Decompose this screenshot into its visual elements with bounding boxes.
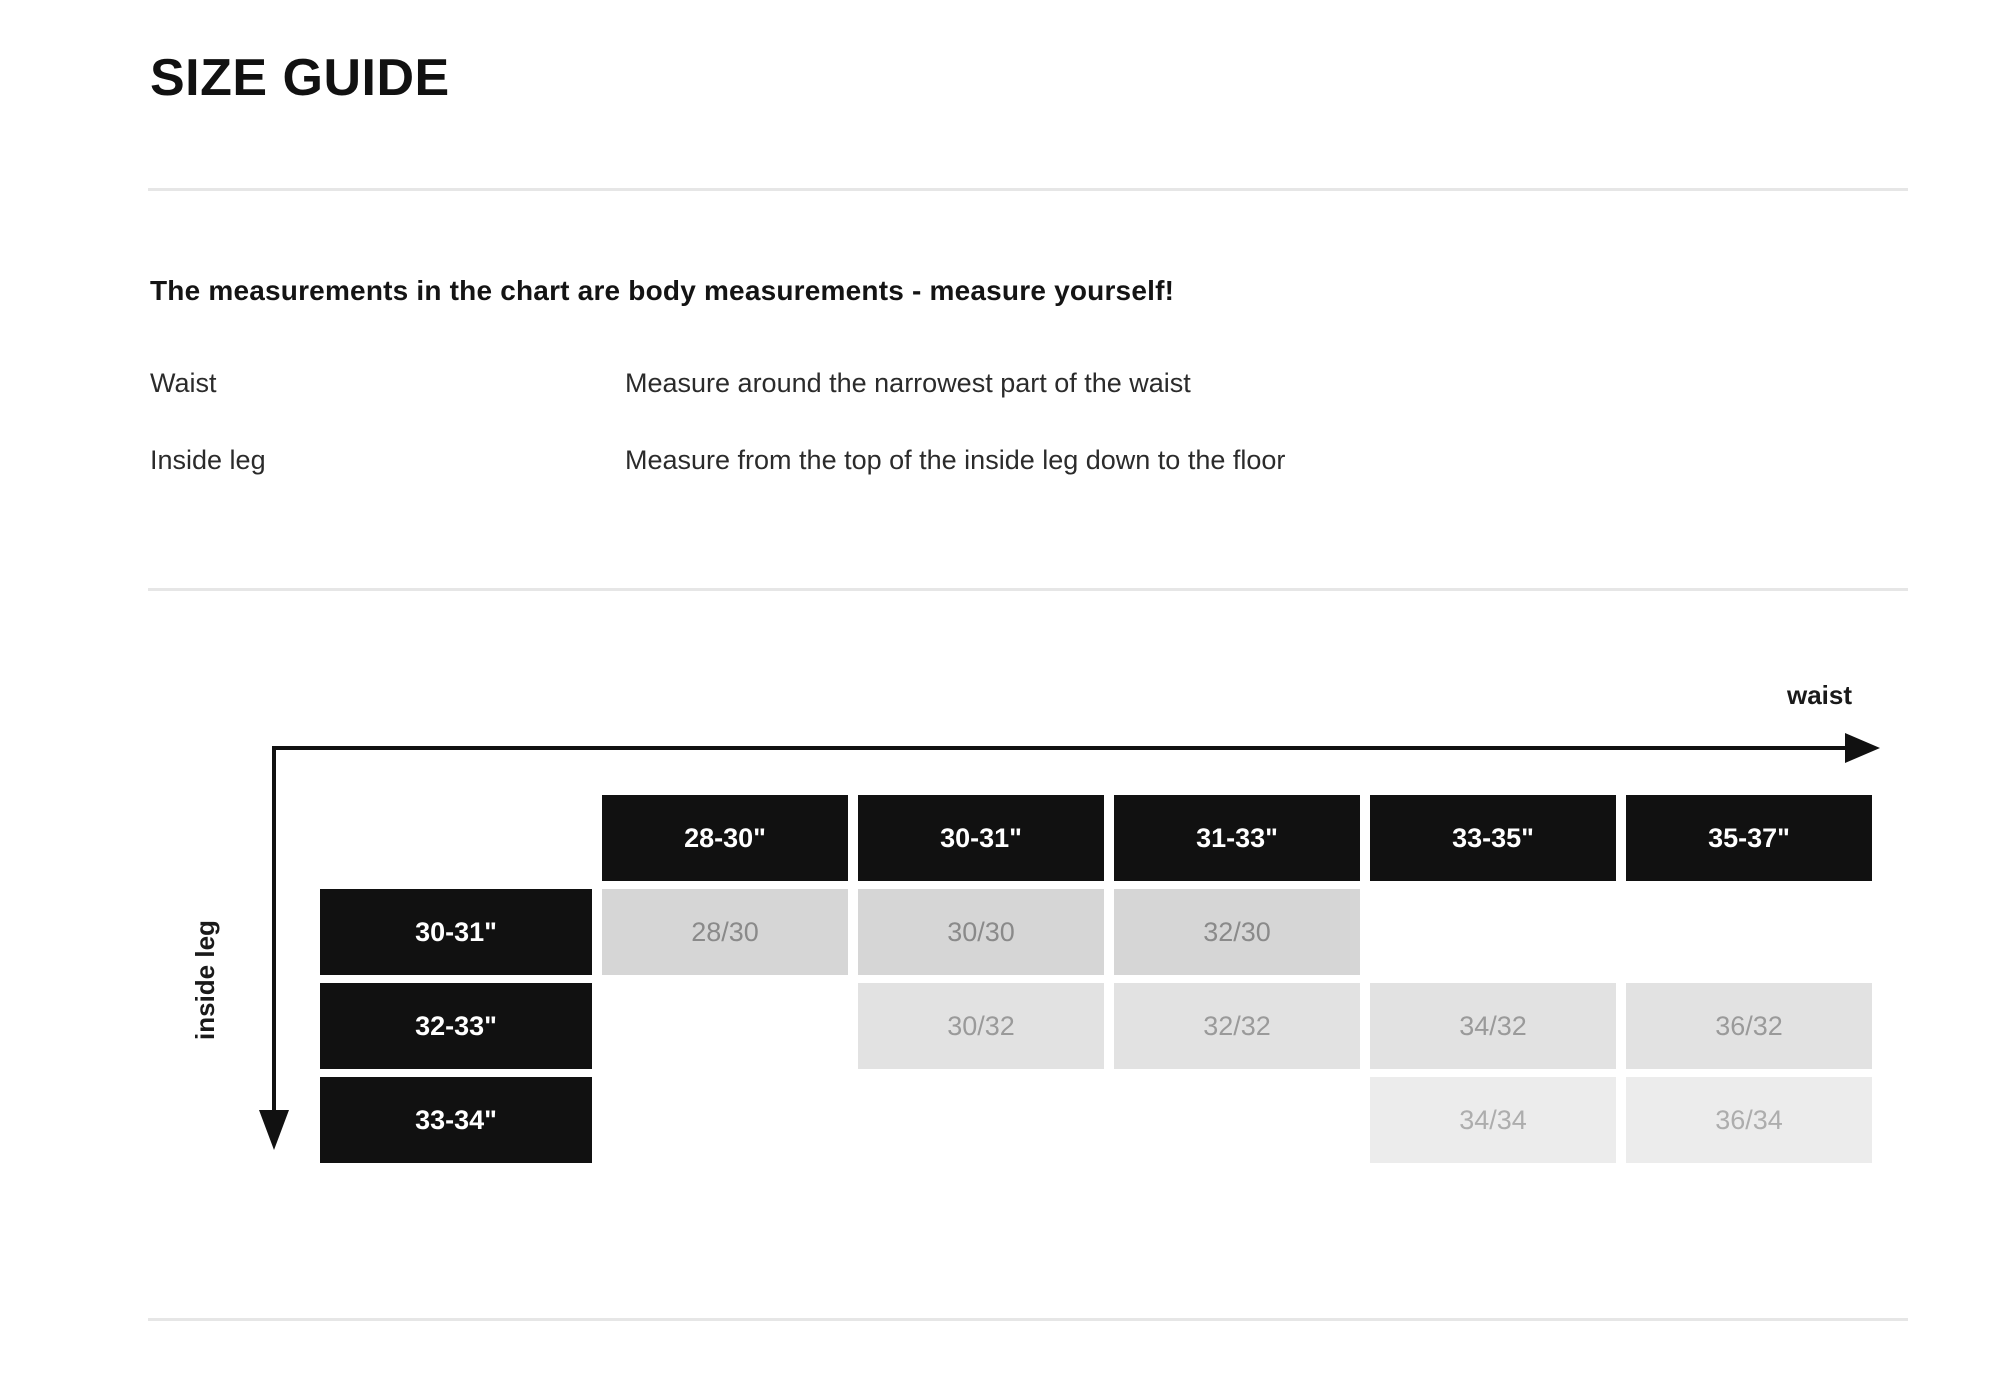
measurement-row-inside-leg bbox=[150, 445, 1750, 479]
cell-2-4: 36/34 bbox=[1626, 1077, 1872, 1163]
cell-0-4 bbox=[1626, 889, 1872, 975]
divider-top bbox=[148, 188, 1908, 191]
column-header-0: 28-30" bbox=[602, 795, 848, 881]
row-header-0: 30-31" bbox=[320, 889, 592, 975]
measurement-description-waist: Measure around the narrowest part of the waist bbox=[625, 368, 1191, 398]
intro-heading: The measurements in the chart are body measurements - measure yourself! bbox=[150, 275, 1175, 306]
grid-header-row bbox=[320, 795, 1882, 881]
cell-1-1: 30/32 bbox=[858, 983, 1104, 1069]
column-header-4: 35-37" bbox=[1626, 795, 1872, 881]
grid-row bbox=[320, 1077, 1882, 1163]
cell-1-3: 34/32 bbox=[1370, 983, 1616, 1069]
cell-0-3 bbox=[1370, 889, 1616, 975]
row-header-1: 32-33" bbox=[320, 983, 592, 1069]
cell-2-0 bbox=[602, 1077, 848, 1163]
divider-bottom bbox=[148, 1318, 1908, 1321]
measurement-label-inside-leg: Inside leg bbox=[150, 445, 266, 475]
grid-row bbox=[320, 983, 1882, 1069]
cell-2-3: 34/34 bbox=[1370, 1077, 1616, 1163]
cell-0-2: 32/30 bbox=[1114, 889, 1360, 975]
cell-0-0: 28/30 bbox=[602, 889, 848, 975]
measurement-description-inside-leg: Measure from the top of the inside leg down to the floor bbox=[625, 445, 1286, 475]
axis-label-waist: waist bbox=[1786, 680, 1852, 710]
grid-row bbox=[320, 889, 1882, 975]
column-header-3: 33-35" bbox=[1370, 795, 1616, 881]
size-grid bbox=[320, 795, 1882, 1171]
row-header-2: 33-34" bbox=[320, 1077, 592, 1163]
divider-middle bbox=[148, 588, 1908, 591]
cell-1-0 bbox=[602, 983, 848, 1069]
cell-1-4: 36/32 bbox=[1626, 983, 1872, 1069]
column-header-1: 30-31" bbox=[858, 795, 1104, 881]
grid-corner-cell bbox=[320, 795, 592, 881]
measurement-row-waist bbox=[150, 368, 1750, 402]
cell-2-1 bbox=[858, 1077, 1104, 1163]
measurement-label-waist: Waist bbox=[150, 368, 217, 398]
column-header-2: 31-33" bbox=[1114, 795, 1360, 881]
page-title: SIZE GUIDE bbox=[150, 49, 450, 107]
cell-0-1: 30/30 bbox=[858, 889, 1104, 975]
cell-1-2: 32/32 bbox=[1114, 983, 1360, 1069]
cell-2-2 bbox=[1114, 1077, 1360, 1163]
axis-label-inside-leg: inside leg bbox=[190, 920, 220, 1040]
